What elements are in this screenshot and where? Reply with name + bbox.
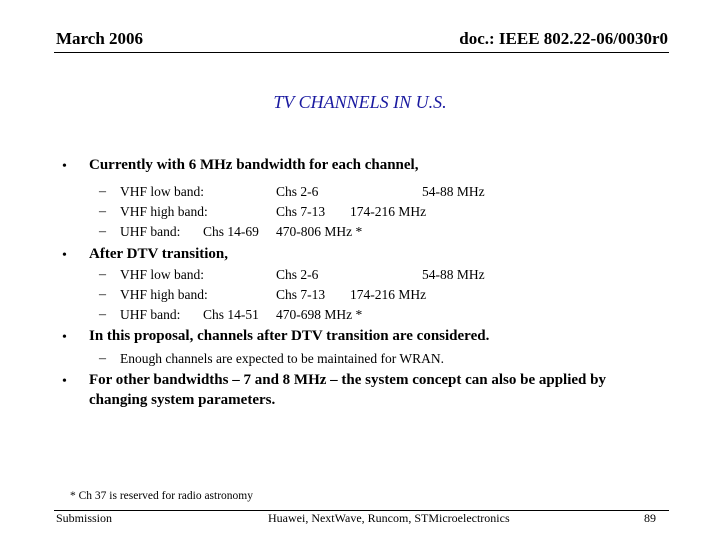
sub-2-1-chs: Chs 2-6 [276, 267, 319, 282]
bullet-1-glyph: • [62, 159, 67, 174]
footer-left: Submission [56, 511, 113, 525]
sub-1-3-chs: Chs 14-69 [203, 224, 259, 239]
sub-1-2-freq: 174-216 MHz [350, 204, 427, 219]
bullet-2-text: After DTV transition, [89, 246, 229, 262]
bullet-4-glyph: • [62, 374, 67, 389]
sub-2-3-band: UHF band: [120, 307, 181, 322]
footer-center: Huawei, NextWave, Runcom, STMicroelectronics [268, 511, 510, 525]
dash-2-3: – [99, 307, 106, 322]
sub-1-3-freq: 470-806 MHz * [276, 224, 363, 239]
sub-3-1-note: Enough channels are expected to be maintained for WRAN. [120, 351, 445, 366]
sub-1-2-band: VHF high band: [120, 204, 208, 219]
dash-1-2: – [99, 204, 106, 219]
sub-2-1-band: VHF low band: [120, 267, 204, 282]
bullet-1-text: Currently with 6 MHz bandwidth for each channel, [89, 157, 419, 173]
dash-2-1: – [99, 267, 106, 282]
footer-page-number: 89 [644, 511, 656, 525]
bullet-4-text-line2: changing system parameters. [89, 392, 276, 408]
sub-2-2-chs: Chs 7-13 [276, 287, 326, 302]
header-rule [54, 52, 669, 53]
bullet-3-text: In this proposal, channels after DTV transition are considered. [89, 328, 490, 344]
bullet-2-glyph: • [62, 248, 67, 263]
sub-1-2-chs: Chs 7-13 [276, 204, 326, 219]
sub-2-2-band: VHF high band: [120, 287, 208, 302]
slide-title: TV CHANNELS IN U.S. [273, 92, 447, 112]
dash-3-1: – [99, 351, 106, 366]
sub-2-2-freq: 174-216 MHz [350, 287, 427, 302]
bullet-4-text-line1: For other bandwidths – 7 and 8 MHz – the system concept can also be applied by [89, 372, 606, 388]
dash-2-2: – [99, 287, 106, 302]
dash-1-1: – [99, 184, 106, 199]
sub-2-3-freq: 470-698 MHz * [276, 307, 363, 322]
sub-1-3-band: UHF band: [120, 224, 181, 239]
sub-1-1-freq: 54-88 MHz [422, 184, 485, 199]
sub-1-1-chs: Chs 2-6 [276, 184, 319, 199]
footnote: * Ch 37 is reserved for radio astronomy [70, 490, 254, 502]
header-date: March 2006 [56, 29, 144, 48]
sub-2-1-freq: 54-88 MHz [422, 267, 485, 282]
header-doc-id: doc.: IEEE 802.22-06/0030r0 [459, 29, 668, 48]
sub-1-1-band: VHF low band: [120, 184, 204, 199]
sub-2-3-chs: Chs 14-51 [203, 307, 259, 322]
bullet-3-glyph: • [62, 330, 67, 345]
dash-1-3: – [99, 224, 106, 239]
